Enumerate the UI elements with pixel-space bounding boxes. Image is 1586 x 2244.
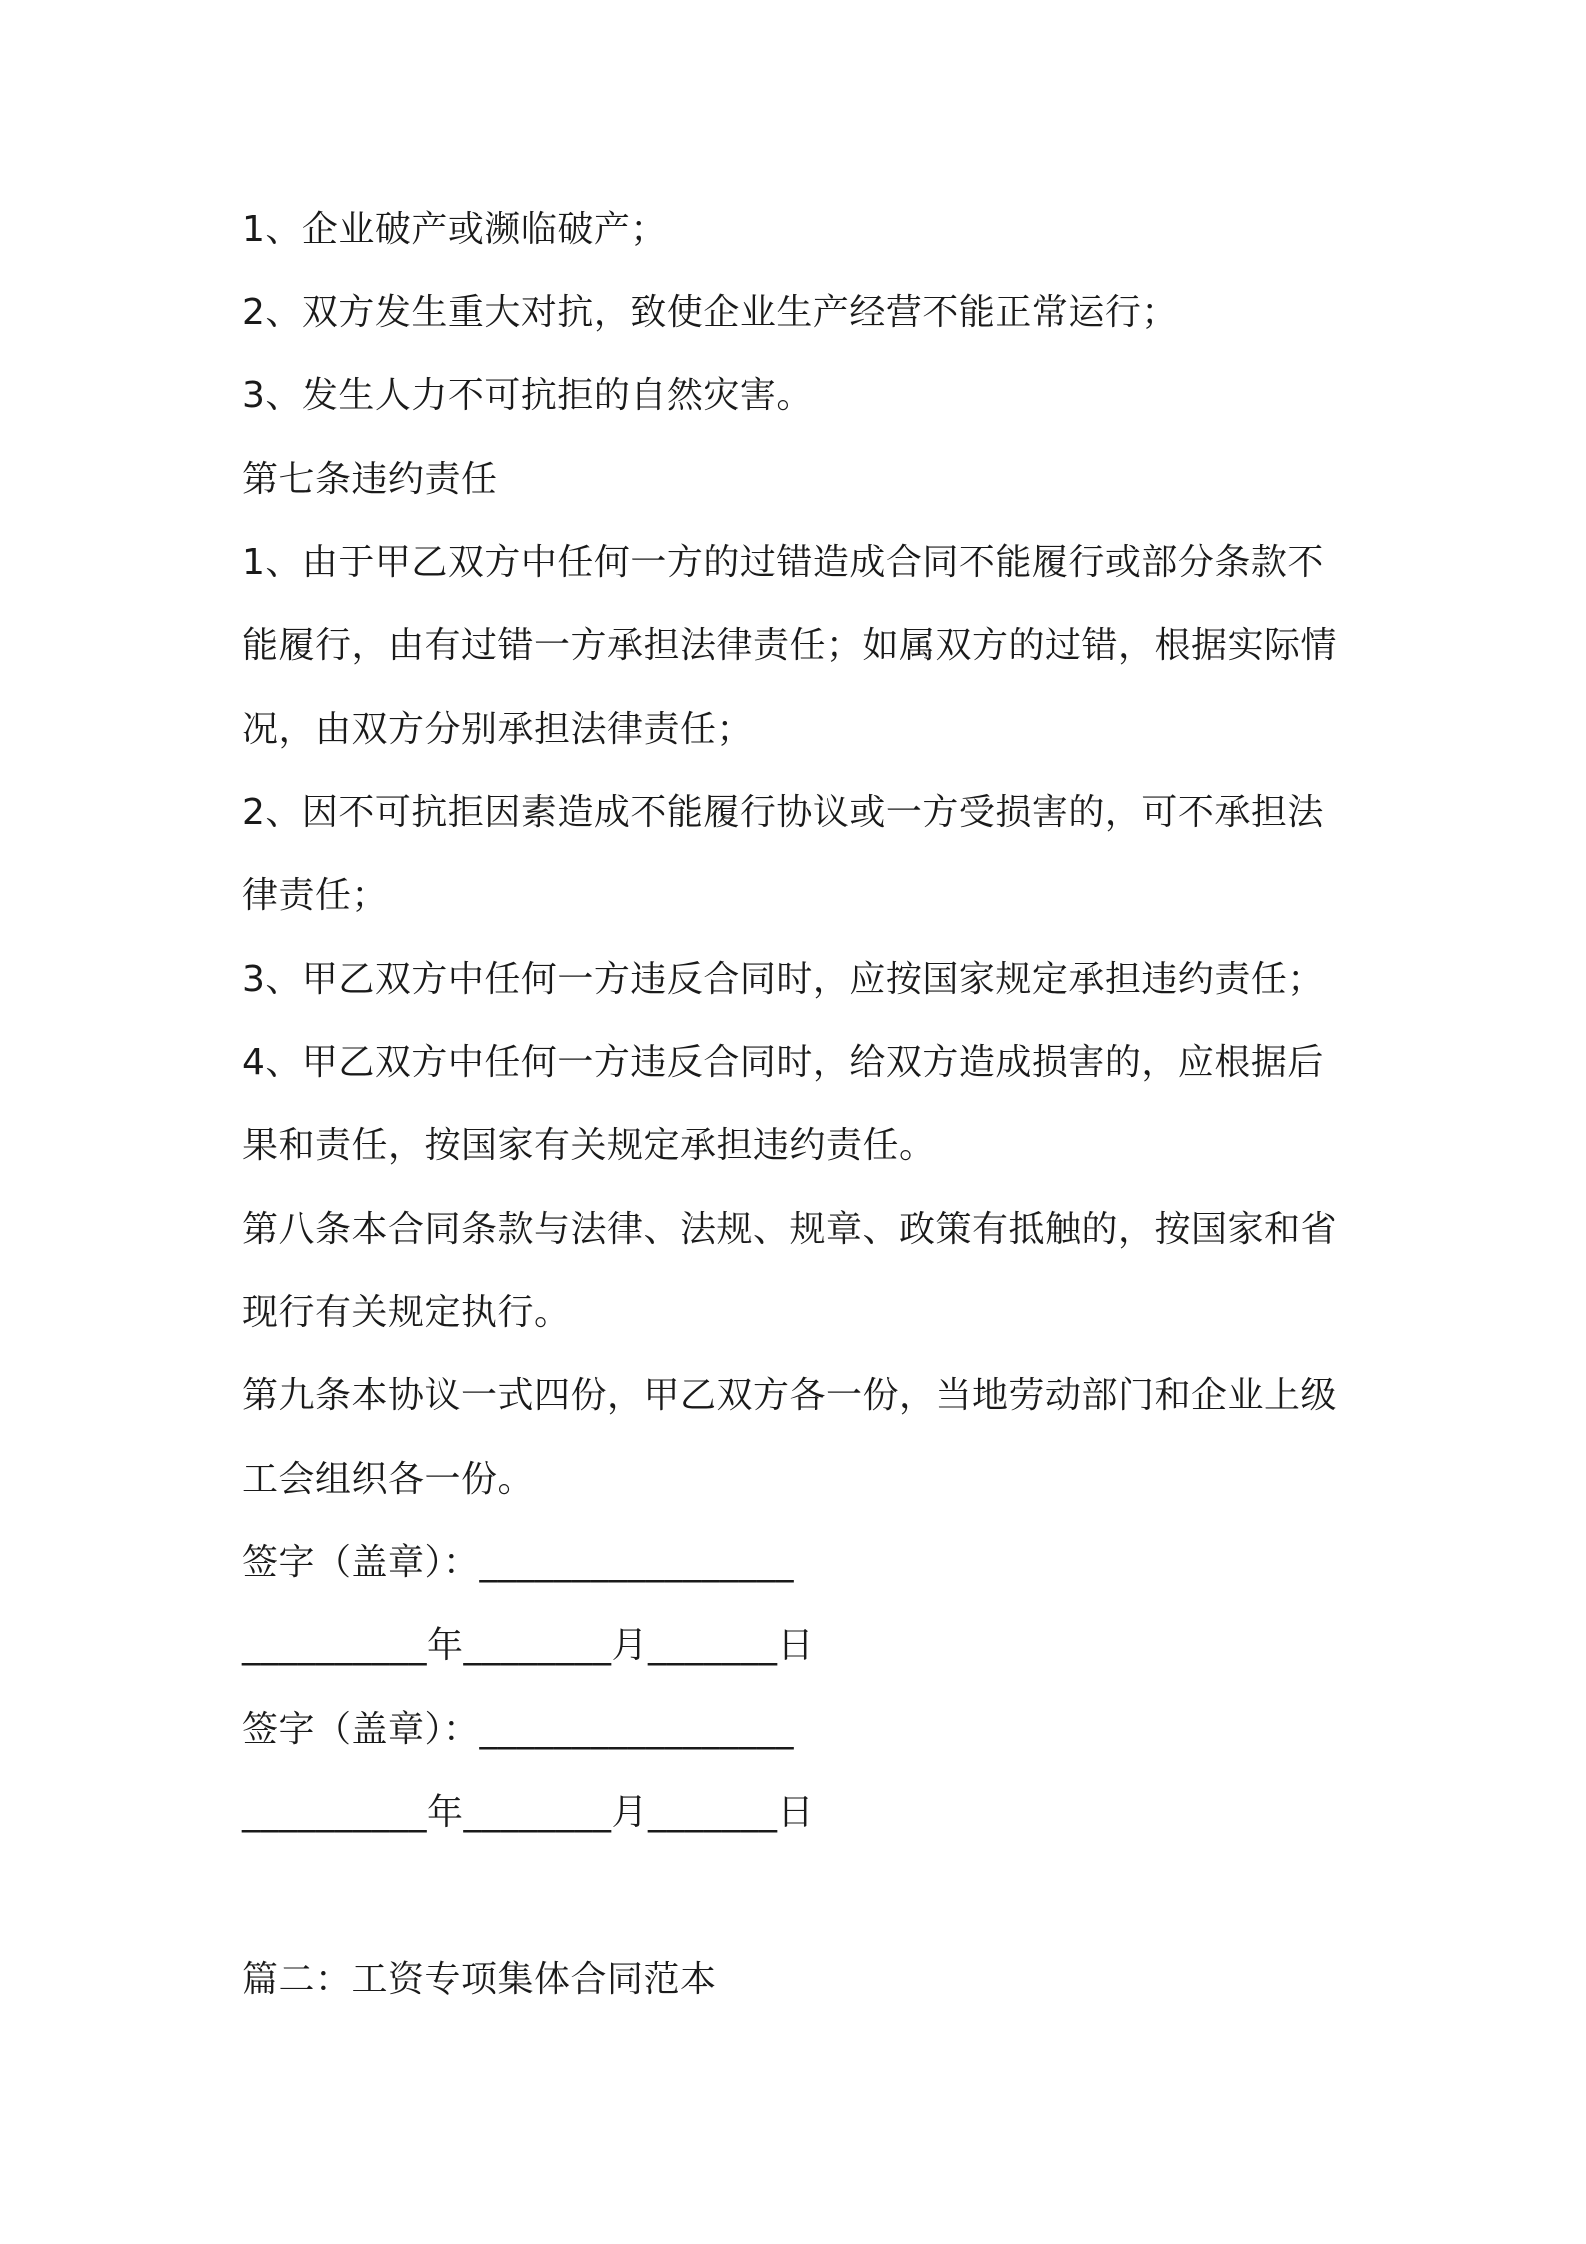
- article-7-item-1-line-3: 况，由双方分别承担法律责任；: [242, 709, 754, 750]
- article-7-heading: 第七条违约责任: [242, 459, 498, 500]
- article-7-item-3: 3、甲乙双方中任何一方违反合同时，应按国家规定承担违约责任；: [242, 959, 1324, 1000]
- signature-line-2: 签字（盖章）：_________________: [242, 1709, 795, 1750]
- article-7-item-4-line-2: 果和责任，按国家有关规定承担违约责任。: [242, 1125, 936, 1166]
- clause-6-item-1: 1、企业破产或濒临破产；: [242, 209, 667, 250]
- article-7-item-2-line-2: 律责任；: [242, 875, 389, 916]
- article-7-item-4-line-1: 4、甲乙双方中任何一方违反合同时，给双方造成损害的，应根据后: [242, 1042, 1324, 1083]
- date-line-1: __________年________月_______日: [242, 1625, 814, 1666]
- article-9-line-2: 工会组织各一份。: [242, 1459, 535, 1500]
- article-7-item-1-line-1: 1、由于甲乙双方中任何一方的过错造成合同不能履行或部分条款不: [242, 542, 1324, 583]
- article-9-line-1: 第九条本协议一式四份，甲乙双方各一份，当地劳动部门和企业上级: [242, 1375, 1338, 1416]
- article-7-item-1-line-2: 能履行，由有过错一方承担法律责任；如属双方的过错，根据实际情: [242, 625, 1338, 666]
- article-8-line-2: 现行有关规定执行。: [242, 1292, 571, 1333]
- article-7-item-2-line-1: 2、因不可抗拒因素造成不能履行协议或一方受损害的，可不承担法: [242, 792, 1324, 833]
- article-8-line-1: 第八条本合同条款与法律、法规、规章、政策有抵触的，按国家和省: [242, 1209, 1338, 1250]
- clause-6-item-2: 2、双方发生重大对抗，致使企业生产经营不能正常运行；: [242, 292, 1178, 333]
- date-line-2: __________年________月_______日: [242, 1792, 814, 1833]
- section-two-heading: 篇二：工资专项集体合同范本: [242, 1959, 717, 2000]
- clause-6-item-3: 3、发生人力不可抗拒的自然灾害。: [242, 375, 813, 416]
- signature-line-1: 签字（盖章）：_________________: [242, 1542, 795, 1583]
